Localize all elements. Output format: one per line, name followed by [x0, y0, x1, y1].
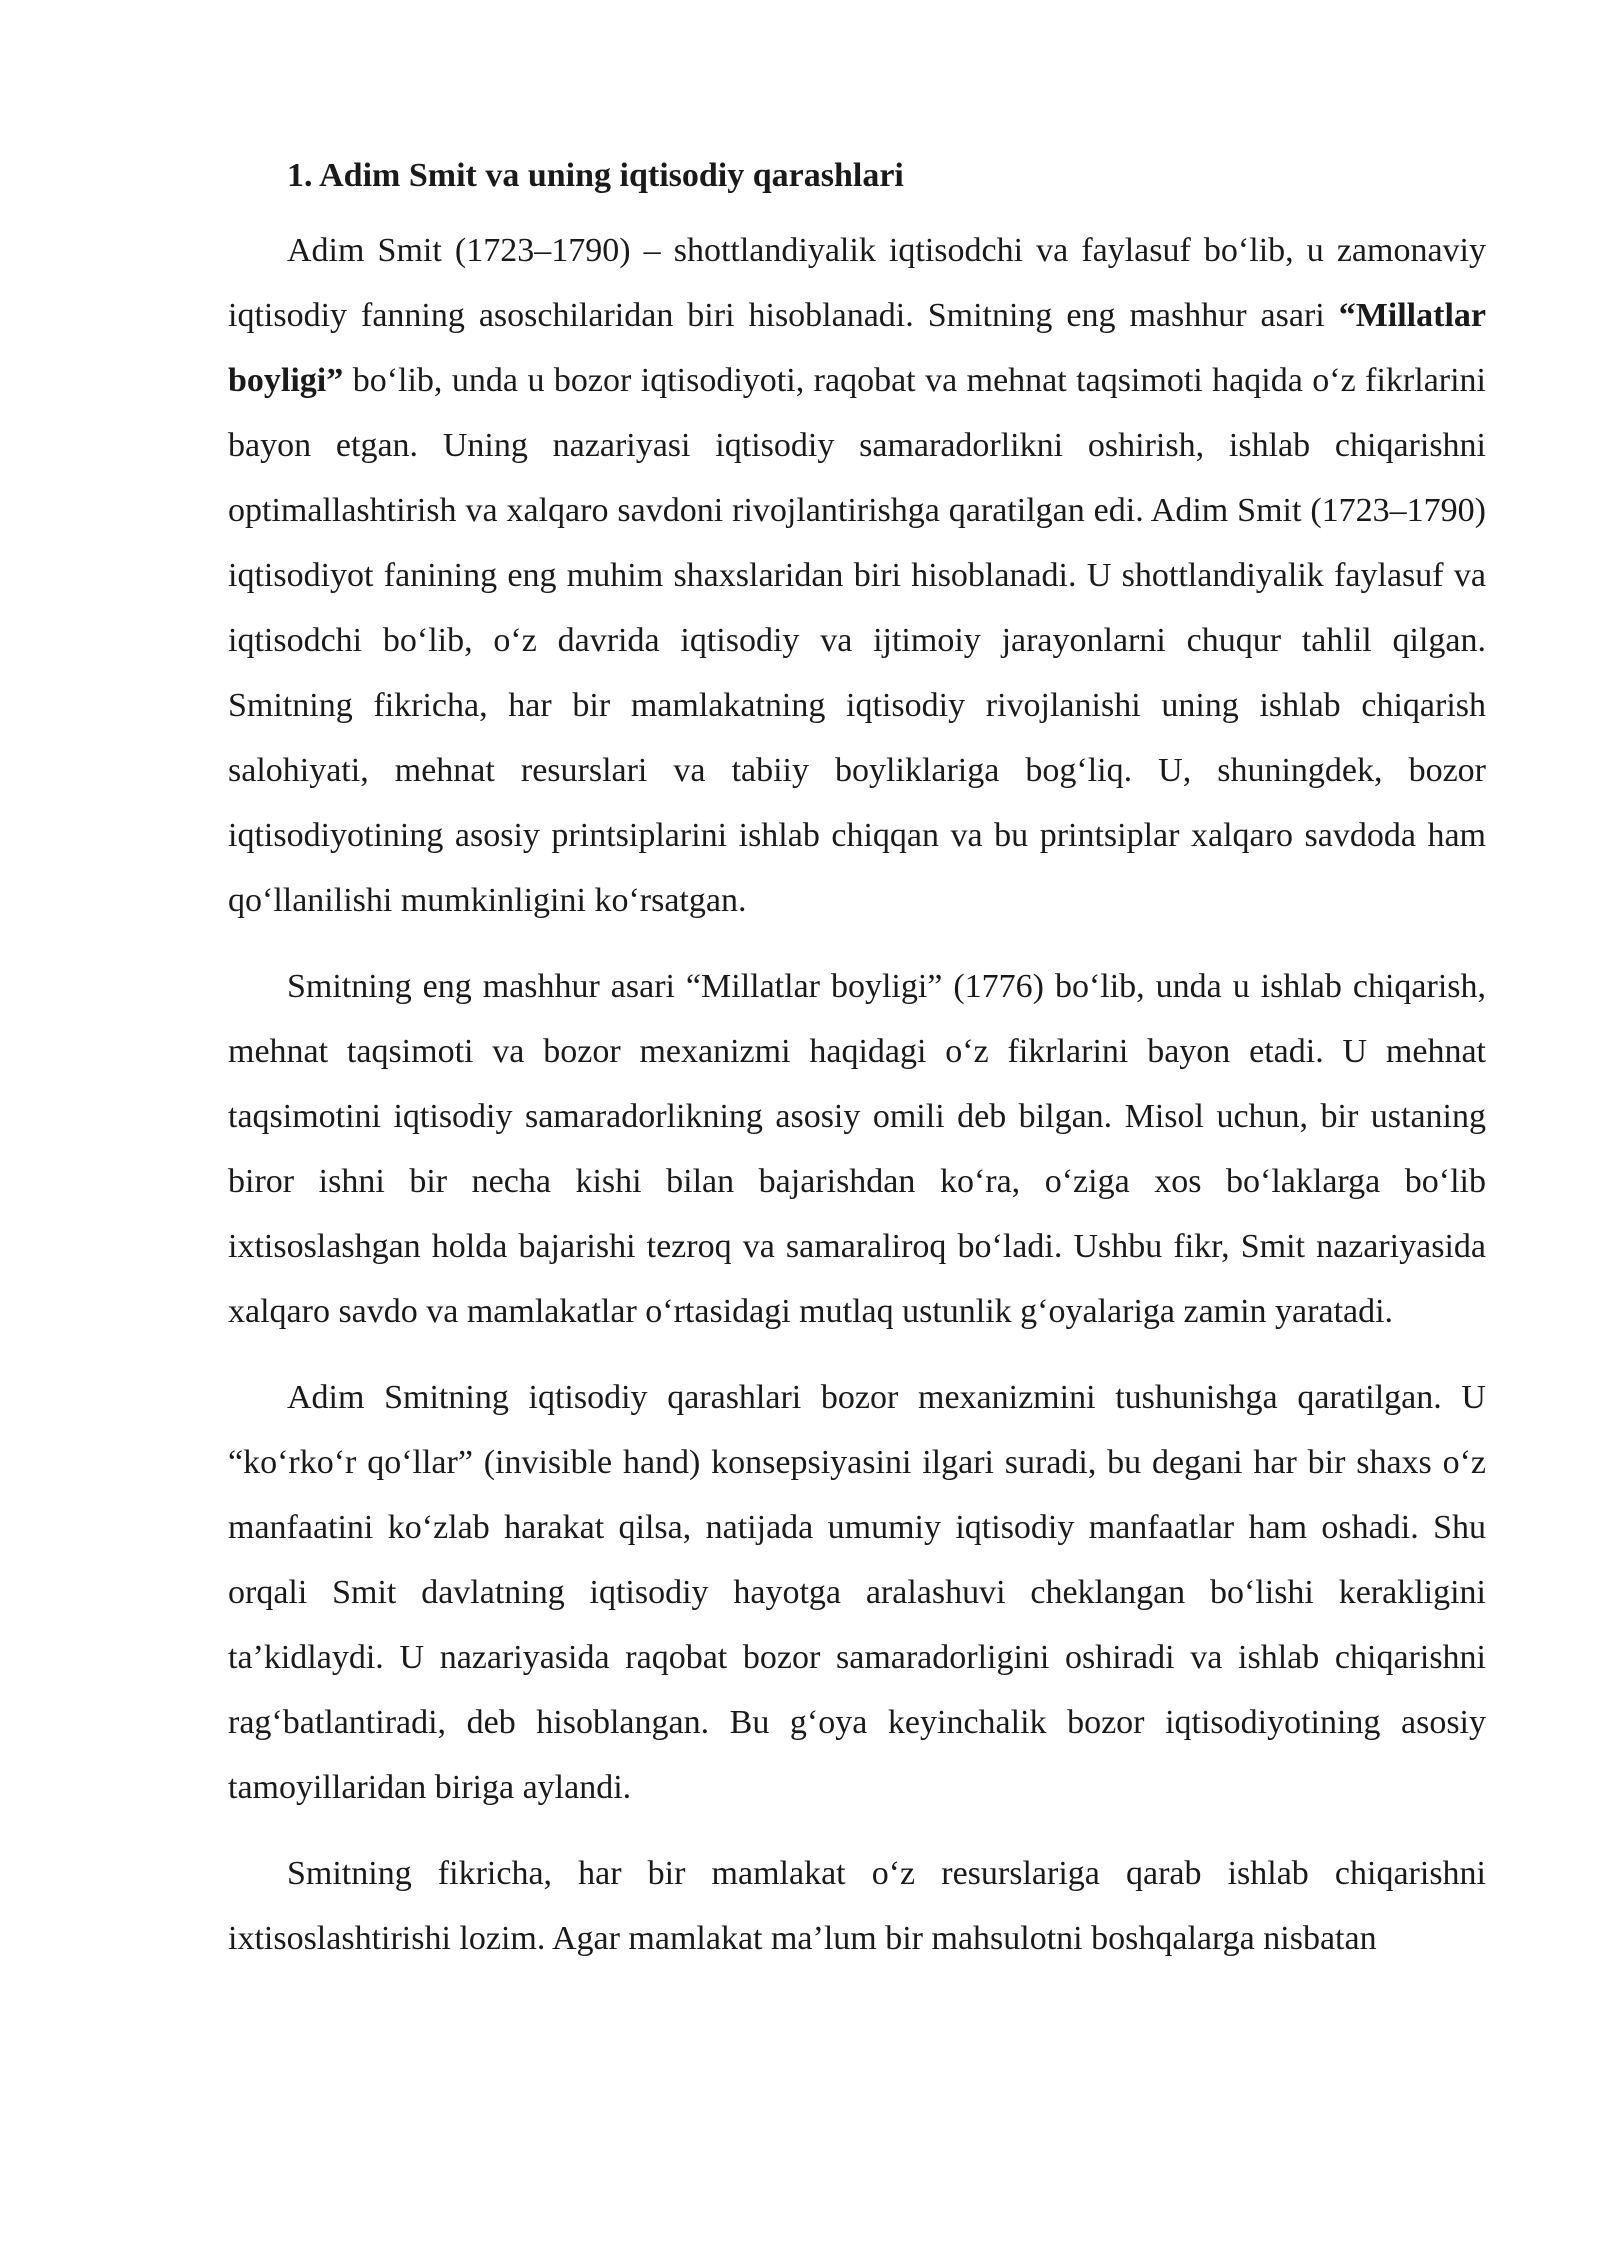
book-title-bold: “Millatlar boyligi”	[228, 297, 1486, 399]
paragraph-2: Smitning eng mashhur asari “Millatlar boyligi” (1776) bo‘lib, unda u ishlab chiqarish, mehnat taqsimoti va bozor mexanizmi haqidagi o‘z fikrlarini bayon etadi. U mehnat taqsimotini iqtisodiy samaradorlikning asosiy omili deb bilgan. Misol uchun, bir ustaning biror ishni bir necha kishi bilan bajarishdan ko‘ra, o‘ziga xos bo‘laklarga bo‘lib ixtisoslashgan holda bajarishi tezroq va samaraliroq bo‘ladi. Ushbu fikr, Smit nazariyasida xalqaro savdo va mamlakatlar o‘rtasidagi mutlaq ustunlik g‘oyalariga zamin yaratadi.	[228, 968, 1486, 1330]
section-heading: 1. Adim Smit va uning iqtisodiy qarashlari	[287, 157, 904, 194]
paragraph-3: Adim Smitning iqtisodiy qarashlari bozor mexanizmini tushunishga qaratilgan. U “ko‘rko‘r qo‘llar” (invisible hand) konsepsiyasini ilgari suradi, bu degani har bir shaxs o‘z manfaatini ko‘zlab harakat qilsa, natijada umumiy iqtisodiy manfaatlar ham oshadi. Shu orqali Smit davlatning iqtisodiy hayotga aralashuvi cheklangan bo‘lishi kerakligini ta’kidlaydi. U nazariyasida raqobat bozor samaradorligini oshiradi va ishlab chiqarishni rag‘batlantiradi, deb hisoblangan. Bu g‘oya keyinchalik bozor iqtisodiyotining asosiy tamoyillaridan biriga aylandi.	[228, 1379, 1486, 1806]
paragraph-1-text-start: Adim Smit (1723–1790) – shottlandiyalik iqtisodchi va faylasuf bo‘lib, u zamonaviy iqtisodiy fanning asoschilaridan biri hisoblanadi. Smitning eng mashhur asari	[228, 232, 1486, 334]
document-page	[228, 150, 1486, 1992]
paragraph-1	[228, 218, 1486, 933]
paragraph-4: Smitning fikricha, har bir mamlakat o‘z resurslariga qarab ishlab chiqarishni ixtisoslashtirishi lozim. Agar mamlakat ma’lum bir mahsulotni boshqalarga nisbatan	[228, 1855, 1486, 1957]
paragraph-1-text-end: bo‘lib, unda u bozor iqtisodiyoti, raqobat va mehnat taqsimoti haqida o‘z fikrlarini bayon etgan. Uning nazariyasi iqtisodiy samaradorlikni oshirish, ishlab chiqarishni optimallashtirish va xalqaro savdoni rivojlantirishga qaratilgan edi. Adim Smit (1723–1790) iqtisodiyot fanining eng muhim shaxslaridan biri hisoblanadi. U shottlandiyalik faylasuf va iqtisodchi bo‘lib, o‘z davrida iqtisodiy va ijtimoiy jarayonlarni chuqur tahlil qilgan. Smitning fikricha, har bir mamlakatning iqtisodiy rivojlanishi uning ishlab chiqarish salohiyati, mehnat resurslari va tabiiy boyliklariga bog‘liq. U, shuningdek, bozor iqtisodiyotining asosiy printsiplarini ishlab chiqqan va bu printsiplar xalqaro savdoda ham qo‘llanilishi mumkinligini ko‘rsatgan.	[228, 362, 1486, 919]
